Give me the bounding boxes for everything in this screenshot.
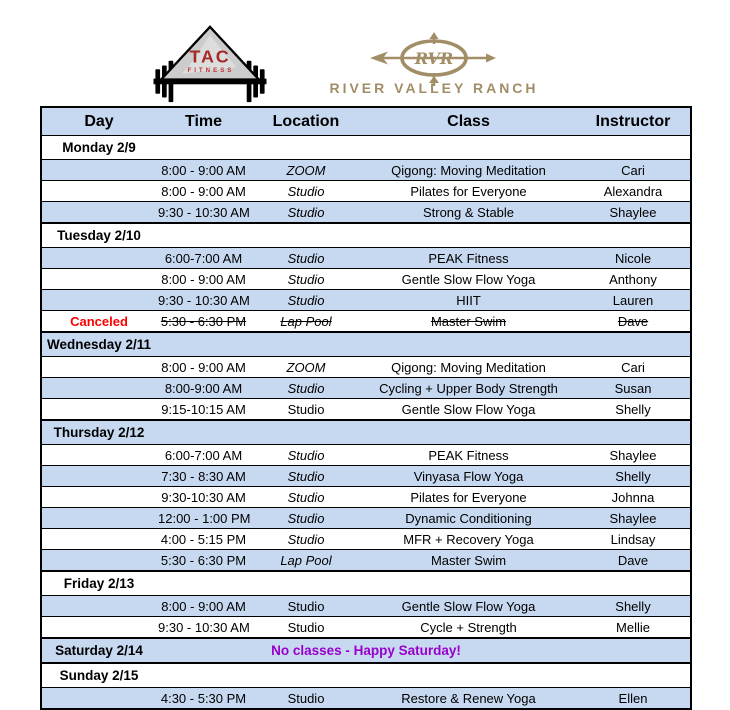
class-row bbox=[41, 181, 691, 202]
class-row bbox=[41, 290, 691, 311]
class-row bbox=[41, 487, 691, 508]
time-cell: 9:15-10:15 AM bbox=[156, 399, 251, 421]
empty-day-cell bbox=[41, 596, 156, 617]
instructor-cell: Nicole bbox=[576, 248, 691, 269]
location-cell: Studio bbox=[251, 290, 361, 311]
day-label: Sunday 2/15 bbox=[41, 663, 156, 688]
day-row bbox=[41, 638, 691, 663]
empty-day-cell bbox=[41, 160, 156, 181]
empty-day-cell bbox=[41, 529, 156, 550]
column-header-row bbox=[41, 107, 691, 136]
no-classes-message: No classes - Happy Saturday! bbox=[156, 638, 576, 663]
time-cell: 4:00 - 5:15 PM bbox=[156, 529, 251, 550]
class-name-cell: Master Swim bbox=[361, 311, 576, 333]
instructor-cell: Lindsay bbox=[576, 529, 691, 550]
location-cell: Studio bbox=[251, 466, 361, 487]
rvr-logo-title: RIVER VALLEY RANCH bbox=[329, 80, 539, 96]
class-name-cell: HIIT bbox=[361, 290, 576, 311]
time-cell: 6:00-7:00 AM bbox=[156, 248, 251, 269]
location-cell: ZOOM bbox=[251, 160, 361, 181]
time-cell: 9:30 - 10:30 AM bbox=[156, 290, 251, 311]
empty-cell bbox=[156, 136, 691, 160]
day-row bbox=[41, 223, 691, 248]
empty-day-cell bbox=[41, 248, 156, 269]
instructor-cell: Shaylee bbox=[576, 202, 691, 224]
location-cell: Studio bbox=[251, 445, 361, 466]
class-name-cell: Dynamic Conditioning bbox=[361, 508, 576, 529]
day-row bbox=[41, 663, 691, 688]
class-row bbox=[41, 596, 691, 617]
time-cell: 9:30 - 10:30 AM bbox=[156, 202, 251, 224]
class-name-cell: Cycle + Strength bbox=[361, 617, 576, 639]
instructor-cell: Dave bbox=[576, 311, 691, 333]
class-row bbox=[41, 248, 691, 269]
location-cell: Studio bbox=[251, 688, 361, 710]
class-name-cell: Qigong: Moving Meditation bbox=[361, 357, 576, 378]
day-label: Thursday 2/12 bbox=[41, 420, 156, 445]
class-row bbox=[41, 466, 691, 487]
empty-day-cell bbox=[41, 508, 156, 529]
class-row bbox=[41, 617, 691, 639]
location-cell: Lap Pool bbox=[251, 550, 361, 572]
empty-day-cell bbox=[41, 378, 156, 399]
class-name-cell: Master Swim bbox=[361, 550, 576, 572]
empty-day-cell bbox=[41, 617, 156, 639]
instructor-cell: Dave bbox=[576, 550, 691, 572]
class-row bbox=[41, 529, 691, 550]
class-name-cell: MFR + Recovery Yoga bbox=[361, 529, 576, 550]
canceled-label: Canceled bbox=[41, 311, 156, 333]
time-cell: 8:00 - 9:00 AM bbox=[156, 357, 251, 378]
class-row bbox=[41, 508, 691, 529]
class-name-cell: Restore & Renew Yoga bbox=[361, 688, 576, 710]
empty-cell bbox=[156, 223, 691, 248]
location-cell: ZOOM bbox=[251, 357, 361, 378]
empty-day-cell bbox=[41, 181, 156, 202]
instructor-cell: Shelly bbox=[576, 399, 691, 421]
column-header-time: Time bbox=[156, 107, 251, 136]
instructor-cell: Cari bbox=[576, 160, 691, 181]
class-row bbox=[41, 399, 691, 421]
empty-day-cell bbox=[41, 487, 156, 508]
class-row bbox=[41, 550, 691, 572]
class-name-cell: Gentle Slow Flow Yoga bbox=[361, 399, 576, 421]
day-label: Friday 2/13 bbox=[41, 571, 156, 596]
class-row bbox=[41, 688, 691, 710]
class-name-cell: Vinyasa Flow Yoga bbox=[361, 466, 576, 487]
instructor-cell: Anthony bbox=[576, 269, 691, 290]
location-cell: Studio bbox=[251, 202, 361, 224]
day-row bbox=[41, 332, 691, 357]
day-row bbox=[41, 571, 691, 596]
empty-day-cell bbox=[41, 290, 156, 311]
instructor-cell: Cari bbox=[576, 357, 691, 378]
class-row bbox=[41, 378, 691, 399]
instructor-cell: Susan bbox=[576, 378, 691, 399]
empty-day-cell bbox=[41, 399, 156, 421]
day-label: Tuesday 2/10 bbox=[41, 223, 156, 248]
time-cell: 9:30-10:30 AM bbox=[156, 487, 251, 508]
tac-fitness-logo bbox=[150, 25, 270, 105]
day-label: Monday 2/9 bbox=[41, 136, 156, 160]
class-name-cell: Strong & Stable bbox=[361, 202, 576, 224]
empty-day-cell bbox=[41, 445, 156, 466]
class-name-cell: Qigong: Moving Meditation bbox=[361, 160, 576, 181]
class-row bbox=[41, 357, 691, 378]
schedule-body bbox=[41, 136, 691, 710]
location-cell: Studio bbox=[251, 248, 361, 269]
tac-logo-text: TAC bbox=[189, 46, 231, 67]
instructor-cell: Shelly bbox=[576, 596, 691, 617]
empty-day-cell bbox=[41, 466, 156, 487]
class-name-cell: PEAK Fitness bbox=[361, 248, 576, 269]
column-header-day: Day bbox=[41, 107, 156, 136]
time-cell: 6:00-7:00 AM bbox=[156, 445, 251, 466]
day-row bbox=[41, 136, 691, 160]
time-cell: 7:30 - 8:30 AM bbox=[156, 466, 251, 487]
day-row bbox=[41, 420, 691, 445]
empty-day-cell bbox=[41, 269, 156, 290]
time-cell: 5:30 - 6:30 PM bbox=[156, 550, 251, 572]
class-row bbox=[41, 160, 691, 181]
instructor-cell: Mellie bbox=[576, 617, 691, 639]
class-row bbox=[41, 269, 691, 290]
empty-day-cell bbox=[41, 550, 156, 572]
time-cell: 8:00 - 9:00 AM bbox=[156, 160, 251, 181]
class-name-cell: Gentle Slow Flow Yoga bbox=[361, 596, 576, 617]
day-label: Wednesday 2/11 bbox=[41, 332, 156, 357]
time-cell: 12:00 - 1:00 PM bbox=[156, 508, 251, 529]
column-header-class: Class bbox=[361, 107, 576, 136]
time-cell: 4:30 - 5:30 PM bbox=[156, 688, 251, 710]
empty-day-cell bbox=[41, 202, 156, 224]
class-name-cell: Pilates for Everyone bbox=[361, 487, 576, 508]
class-schedule-table bbox=[40, 106, 692, 710]
column-header-location: Location bbox=[251, 107, 361, 136]
empty-cell bbox=[156, 420, 691, 445]
class-name-cell: Cycling + Upper Body Strength bbox=[361, 378, 576, 399]
location-cell: Lap Pool bbox=[251, 311, 361, 333]
empty-day-cell bbox=[41, 357, 156, 378]
instructor-cell: Ellen bbox=[576, 688, 691, 710]
instructor-cell: Shaylee bbox=[576, 508, 691, 529]
location-cell: Studio bbox=[251, 596, 361, 617]
column-header-instructor: Instructor bbox=[576, 107, 691, 136]
empty-instructor-cell bbox=[576, 638, 691, 663]
day-label: Saturday 2/14 bbox=[41, 638, 156, 663]
time-cell: 8:00 - 9:00 AM bbox=[156, 596, 251, 617]
instructor-cell: Shaylee bbox=[576, 445, 691, 466]
class-row bbox=[41, 202, 691, 224]
tac-logo-subtext: FITNESS bbox=[187, 67, 235, 75]
location-cell: Studio bbox=[251, 508, 361, 529]
class-name-cell: Gentle Slow Flow Yoga bbox=[361, 269, 576, 290]
location-cell: Studio bbox=[251, 487, 361, 508]
time-cell: 5:30 - 6:30 PM bbox=[156, 311, 251, 333]
empty-cell bbox=[156, 332, 691, 357]
instructor-cell: Lauren bbox=[576, 290, 691, 311]
instructor-cell: Shelly bbox=[576, 466, 691, 487]
canceled-row bbox=[41, 311, 691, 333]
instructor-cell: Alexandra bbox=[576, 181, 691, 202]
location-cell: Studio bbox=[251, 399, 361, 421]
empty-day-cell bbox=[41, 688, 156, 710]
time-cell: 8:00-9:00 AM bbox=[156, 378, 251, 399]
empty-cell bbox=[156, 663, 691, 688]
class-name-cell: Pilates for Everyone bbox=[361, 181, 576, 202]
time-cell: 8:00 - 9:00 AM bbox=[156, 181, 251, 202]
rvr-monogram: RVR bbox=[414, 49, 454, 68]
location-cell: Studio bbox=[251, 378, 361, 399]
time-cell: 8:00 - 9:00 AM bbox=[156, 269, 251, 290]
class-name-cell: PEAK Fitness bbox=[361, 445, 576, 466]
class-row bbox=[41, 445, 691, 466]
instructor-cell: Johnna bbox=[576, 487, 691, 508]
location-cell: Studio bbox=[251, 529, 361, 550]
time-cell: 9:30 - 10:30 AM bbox=[156, 617, 251, 639]
empty-cell bbox=[156, 571, 691, 596]
location-cell: Studio bbox=[251, 269, 361, 290]
location-cell: Studio bbox=[251, 181, 361, 202]
location-cell: Studio bbox=[251, 617, 361, 639]
